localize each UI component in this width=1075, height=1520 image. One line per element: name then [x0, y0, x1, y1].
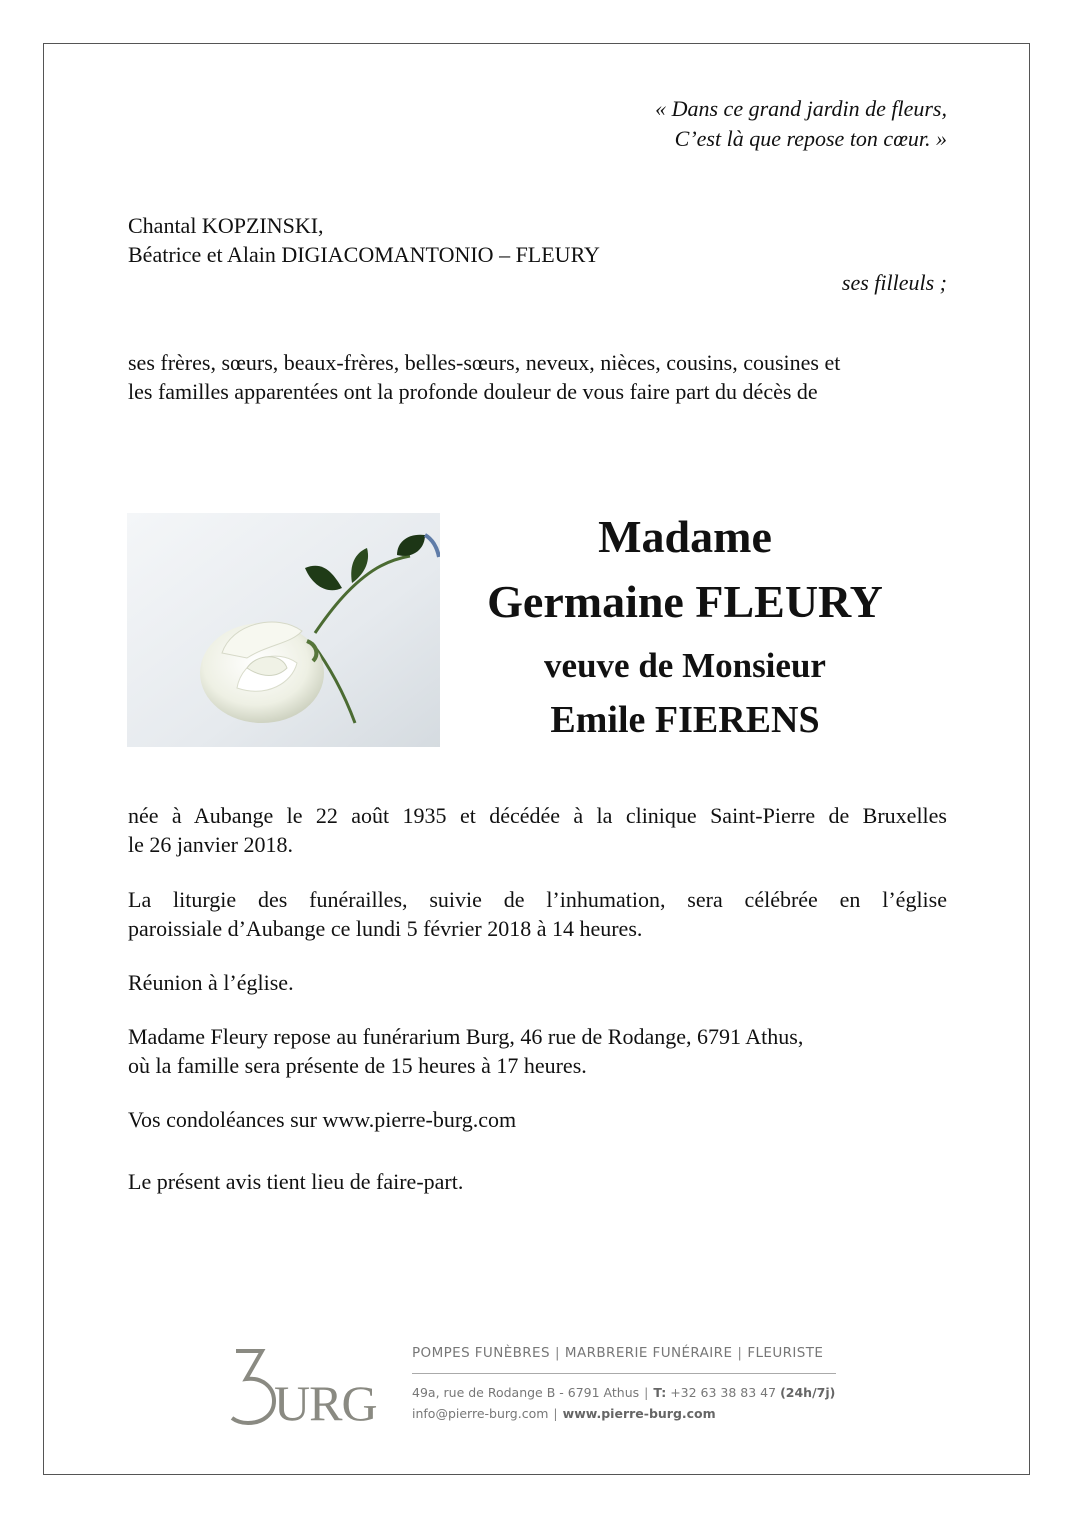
footer-address: 49a, rue de Rodange B - 6791 Athus — [412, 1385, 640, 1400]
footer-website[interactable]: www.pierre-burg.com — [562, 1406, 716, 1421]
footer — [228, 1335, 848, 1435]
family-role: ses filleuls ; — [841, 270, 947, 295]
liturgy-paragraph — [128, 885, 947, 943]
rest-paragraph — [128, 1022, 947, 1080]
footer-divider — [412, 1373, 836, 1374]
family-line-1: Chantal KOPZINSKI, — [128, 213, 324, 238]
deceased-title: Madame — [598, 511, 772, 562]
footer-phone: +32 63 38 83 47 — [670, 1385, 777, 1400]
deceased-block — [440, 510, 930, 748]
phone-label: T: — [653, 1385, 667, 1400]
service-marble: MARBRERIE FUNÉRAIRE — [564, 1345, 733, 1361]
service-florist: FLEURISTE — [747, 1345, 824, 1361]
phone-hours: (24h/7j) — [780, 1385, 836, 1400]
family-names — [128, 211, 600, 269]
quote-line-2: C’est là que repose ton cœur. » — [674, 126, 947, 151]
birth-line-2: le 26 janvier 2018. — [128, 832, 293, 857]
widow-of: veuve de Monsieur — [544, 646, 826, 685]
footer-services: POMPES FUNÈBRES | MARBRERIE FUNÉRAIRE | FLEURISTE — [412, 1345, 824, 1361]
announcement-line-1: ses frères, sœurs, beaux-frères, belles-sœurs, neveux, nièces, cousins, cousines et — [128, 350, 841, 375]
liturgy-line-2: paroissiale d’Aubange ce lundi 5 février 2018 à 14 heures. — [128, 916, 643, 941]
family-line-2: Béatrice et Alain DIGIACOMANTONIO – FLEURY — [128, 242, 600, 267]
meeting-paragraph: Réunion à l’église. — [128, 970, 294, 995]
service-funeral: POMPES FUNÈBRES — [412, 1345, 550, 1361]
epigraph-quote — [655, 94, 947, 154]
liturgy-line-1: La liturgie des funérailles, suivie de l’inhumation, sera célébrée en l’église — [128, 887, 947, 912]
deceased-name: Germaine FLEURY — [487, 576, 883, 627]
footer-contact: 49a, rue de Rodange B - 6791 Athus | T: +32 63 38 83 47 (24h/7j) — [412, 1385, 836, 1400]
footer-web: info@pierre-burg.com | www.pierre-burg.com — [412, 1406, 716, 1421]
svg-text:URG: URG — [274, 1375, 377, 1425]
footer-email[interactable]: info@pierre-burg.com — [412, 1406, 549, 1421]
notice-paragraph: Le présent avis tient lieu de faire-part. — [128, 1169, 464, 1194]
rest-line-2: où la famille sera présente de 15 heures à 17 heures. — [128, 1053, 587, 1078]
announcement — [128, 348, 948, 406]
spouse-name: Emile FIERENS — [550, 699, 820, 741]
rose-icon — [127, 513, 440, 747]
rest-line-1: Madame Fleury repose au funérarium Burg, 46 rue de Rodange, 6791 Athus, — [128, 1024, 804, 1049]
condolences-paragraph: Vos condoléances sur www.pierre-burg.com — [128, 1107, 517, 1132]
announcement-line-2: les familles apparentées ont la profonde douleur de vous faire part du décès de — [128, 379, 818, 404]
quote-line-1: « Dans ce grand jardin de fleurs, — [655, 96, 947, 121]
birth-line-1: née à Aubange le 22 août 1935 et décédée à la clinique Saint-Pierre de Bruxelles — [128, 803, 947, 828]
burg-logo-icon — [228, 1343, 378, 1425]
white-rose-photo — [127, 513, 440, 747]
birth-death-paragraph — [128, 801, 947, 859]
